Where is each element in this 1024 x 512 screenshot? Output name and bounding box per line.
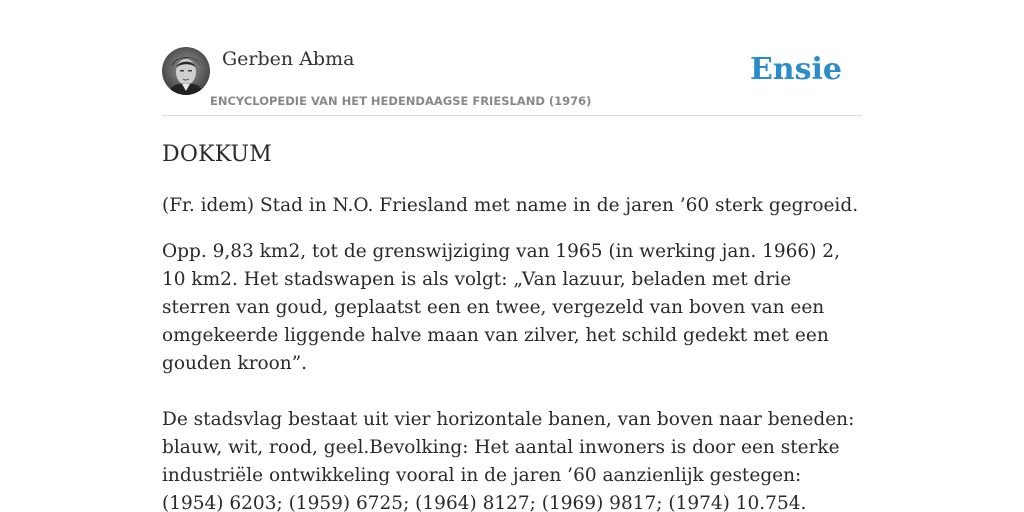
author-name[interactable]: Gerben Abma [222, 48, 355, 70]
article-content [162, 140, 862, 512]
article-header [162, 44, 862, 116]
author-avatar[interactable] [162, 47, 210, 95]
ensie-logo[interactable]: Ensie [749, 52, 842, 87]
author-portrait [162, 47, 210, 95]
article-paragraph: De stadsvlag bestaat uit vier horizontale banen, van boven naar beneden: blauw, wit, rood, geel.Bevolking: Het aantal inwoners is door een sterke industriële ontwikkeling vooral in de jaren ’60 aanzienlijk gestegen: (1954) 6203; (1959) 6725; (1964) 8127; (1969) 9817; (1974) 10.754. [162, 409, 855, 512]
source-publication[interactable]: ENCYCLOPEDIE VAN HET HEDENDAAGSE FRIESLAND (1976) [210, 94, 592, 108]
article-paragraph: Opp. 9,83 km2, tot de grenswijziging van 1965 (in werking jan. 1966) 2, 10 km2. Het stadswapen is als volgt: „Van lazuur, beladen met drie sterren van goud, geplaatst een en twee, vergezeld van boven van een omgekeerde liggende halve maan van zilver, het schild gedekt met een gouden kroon”. [162, 241, 840, 374]
article-title: DOKKUM [162, 142, 273, 167]
article-intro: (Fr. idem) Stad in N.O. Friesland met name in de jaren ’60 sterk gegroeid. [162, 195, 859, 216]
